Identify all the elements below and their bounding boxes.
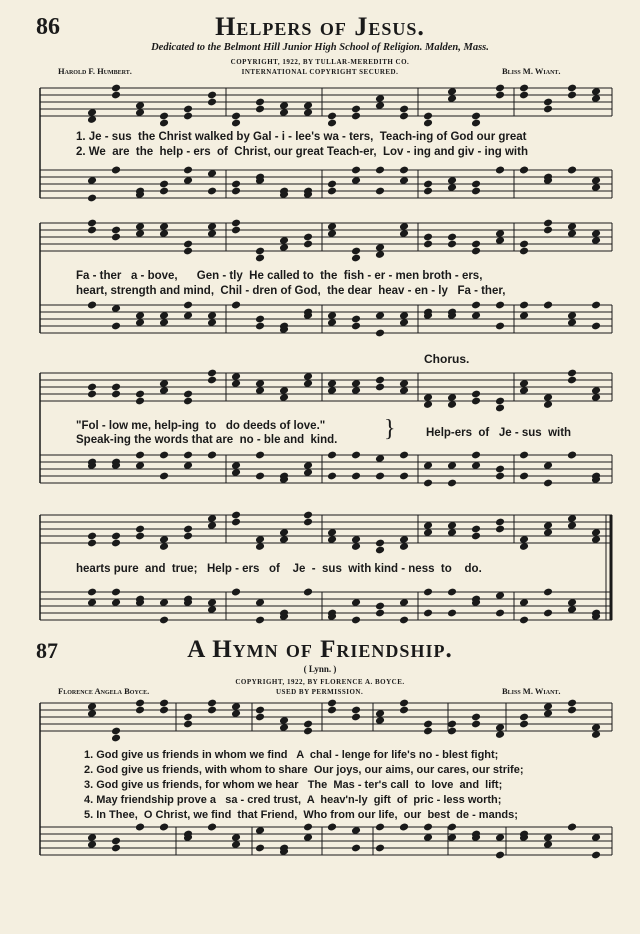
note-head: [159, 823, 169, 832]
note-head: [399, 699, 409, 708]
note-head: [567, 91, 577, 100]
note-head: [399, 823, 409, 832]
note-head: [375, 546, 385, 555]
note-head: [207, 91, 217, 100]
dedication: Dedicated to the Belmont Hill Junior High School of Religion. Malden, Mass.: [151, 42, 489, 53]
note-head: [327, 187, 337, 196]
note-head: [495, 609, 505, 618]
note-head: [303, 240, 313, 249]
note-head: [471, 397, 481, 406]
tune-name: ( Lynn. ): [303, 664, 337, 674]
note-head: [255, 254, 265, 263]
note-head: [351, 472, 361, 481]
note-head: [375, 166, 385, 175]
note-head: [567, 699, 577, 708]
note-head: [375, 383, 385, 392]
note-head: [495, 851, 505, 860]
note-head: [135, 532, 145, 541]
note-head: [471, 720, 481, 729]
note-head: [231, 119, 241, 128]
note-head: [351, 844, 361, 853]
note-head: [327, 823, 337, 832]
note-head: [111, 532, 121, 541]
note-head: [327, 706, 337, 715]
note-head: [87, 226, 97, 235]
note-head: [399, 105, 409, 114]
note-head: [591, 301, 601, 310]
note-head: [135, 390, 145, 399]
lyric-line: 3. God give us friends, for whom we hear The Mas - ter's call to love and lift;: [84, 779, 503, 791]
note-head: [207, 706, 217, 715]
note-head: [399, 706, 409, 715]
note-head: [135, 706, 145, 715]
note-head: [351, 713, 361, 722]
note-head: [423, 609, 433, 618]
author-credit: Harold F. Humbert.: [58, 66, 132, 76]
note-head: [111, 383, 121, 392]
note-head: [327, 119, 337, 128]
note-head: [423, 187, 433, 196]
note-head: [183, 720, 193, 729]
note-head: [351, 254, 361, 263]
note-head: [351, 616, 361, 625]
note-head: [375, 376, 385, 385]
note-head: [471, 713, 481, 722]
note-head: [111, 588, 121, 597]
note-head: [351, 706, 361, 715]
note-head: [495, 404, 505, 413]
note-head: [255, 315, 265, 324]
note-head: [567, 451, 577, 460]
note-head: [159, 112, 169, 121]
note-head: [399, 451, 409, 460]
note-head: [567, 166, 577, 175]
note-head: [183, 240, 193, 249]
note-head: [111, 539, 121, 548]
note-head: [375, 472, 385, 481]
note-head: [495, 397, 505, 406]
note-head: [543, 588, 553, 597]
note-head: [351, 451, 361, 460]
note-head: [159, 119, 169, 128]
verse-brace: }: [384, 416, 396, 442]
note-head: [303, 233, 313, 242]
note-head: [207, 187, 217, 196]
note-head: [111, 734, 121, 743]
note-head: [231, 518, 241, 527]
note-head: [375, 539, 385, 548]
note-head: [567, 369, 577, 378]
lyric-line: "Fol - low me, help-ing to do deeds of love.": [76, 420, 326, 432]
note-head: [351, 247, 361, 256]
note-head: [87, 390, 97, 399]
note-head: [375, 602, 385, 611]
note-head: [159, 451, 169, 460]
note-head: [303, 720, 313, 729]
note-head: [423, 720, 433, 729]
note-head: [591, 851, 601, 860]
note-head: [423, 240, 433, 249]
note-head: [255, 451, 265, 460]
composer-credit: Bliss M. Wiant.: [502, 686, 561, 696]
note-head: [543, 219, 553, 228]
note-head: [303, 588, 313, 597]
lyric-line: Help-ers of Je - sus with: [426, 427, 572, 439]
note-head: [183, 713, 193, 722]
note-head: [423, 119, 433, 128]
note-head: [399, 616, 409, 625]
note-head: [327, 112, 337, 121]
note-head: [567, 823, 577, 832]
note-head: [519, 240, 529, 249]
note-head: [351, 166, 361, 175]
note-head: [375, 609, 385, 618]
note-head: [183, 390, 193, 399]
note-head: [543, 226, 553, 235]
note-head: [543, 301, 553, 310]
note-head: [543, 479, 553, 488]
note-head: [159, 699, 169, 708]
note-head: [159, 472, 169, 481]
note-head: [207, 823, 217, 832]
note-head: [207, 699, 217, 708]
lyric-line: heart, strength and mind, Chil - dren of God, the dear heav - en - ly Fa - ther,: [76, 285, 506, 297]
note-head: [519, 301, 529, 310]
note-head: [519, 247, 529, 256]
note-head: [351, 112, 361, 121]
note-head: [231, 112, 241, 121]
note-head: [543, 105, 553, 114]
note-head: [447, 479, 457, 488]
note-head: [111, 390, 121, 399]
note-head: [255, 322, 265, 331]
note-head: [375, 823, 385, 832]
note-head: [255, 247, 265, 256]
note-head: [111, 226, 121, 235]
note-head: [111, 837, 121, 846]
note-head: [327, 699, 337, 708]
hymn-title: A Hymn of Friendship.: [187, 636, 453, 663]
note-head: [111, 91, 121, 100]
note-head: [207, 369, 217, 378]
note-head: [519, 713, 529, 722]
note-head: [135, 699, 145, 708]
note-head: [423, 479, 433, 488]
copyright-line: INTERNATIONAL COPYRIGHT SECURED.: [241, 68, 399, 76]
note-head: [423, 180, 433, 189]
note-head: [303, 727, 313, 736]
note-head: [375, 187, 385, 196]
note-head: [519, 91, 529, 100]
note-head: [351, 105, 361, 114]
note-head: [87, 301, 97, 310]
note-head: [495, 84, 505, 93]
note-head: [135, 451, 145, 460]
note-head: [207, 376, 217, 385]
lyric-line: Speak-ing the words that are no - ble and kind.: [76, 434, 338, 446]
note-head: [183, 166, 193, 175]
note-head: [423, 727, 433, 736]
chorus-label: Chorus.: [424, 352, 470, 366]
note-head: [183, 525, 193, 534]
note-head: [519, 472, 529, 481]
note-head: [207, 451, 217, 460]
note-head: [255, 616, 265, 625]
note-head: [423, 233, 433, 242]
note-head: [303, 518, 313, 527]
note-head: [495, 301, 505, 310]
note-head: [87, 539, 97, 548]
note-head: [519, 451, 529, 460]
note-head: [471, 240, 481, 249]
note-head: [447, 240, 457, 249]
note-head: [567, 84, 577, 93]
note-head: [303, 823, 313, 832]
note-head: [255, 98, 265, 107]
note-head: [447, 609, 457, 618]
lyric-line: 1. Je - sus the Christ walked by Gal - i - lee's wa - ters, Teach-ing of God our great: [76, 131, 527, 143]
note-head: [111, 233, 121, 242]
note-head: [519, 616, 529, 625]
note-head: [471, 525, 481, 534]
note-head: [423, 823, 433, 832]
note-head: [471, 247, 481, 256]
note-head: [87, 383, 97, 392]
note-head: [399, 472, 409, 481]
note-head: [471, 390, 481, 399]
note-head: [135, 823, 145, 832]
lyric-line: 2. We are the help - ers of Christ, our great Teach-er, Lov - ing and giv - ing with: [76, 146, 528, 158]
note-head: [495, 518, 505, 527]
note-head: [375, 329, 385, 338]
note-head: [135, 397, 145, 406]
copyright-line: COPYRIGHT, 1922, BY TULLAR-MEREDITH CO.: [230, 58, 410, 66]
note-head: [567, 376, 577, 385]
lyric-line: hearts pure and true; Help - ers of Je - sus with kind - ness to do.: [76, 563, 482, 575]
note-head: [255, 472, 265, 481]
note-head: [495, 465, 505, 474]
note-head: [87, 532, 97, 541]
lyric-line: 5. In Thee, O Christ, we find that Friend, Who from our life, our best de - mands;: [84, 809, 518, 821]
note-head: [519, 166, 529, 175]
note-head: [495, 525, 505, 534]
note-head: [495, 472, 505, 481]
note-head: [135, 525, 145, 534]
note-head: [351, 322, 361, 331]
note-head: [231, 511, 241, 520]
hymn-title: Helpers of Jesus.: [215, 12, 425, 41]
note-head: [303, 511, 313, 520]
note-head: [255, 105, 265, 114]
note-head: [519, 84, 529, 93]
note-head: [255, 713, 265, 722]
note-head: [423, 112, 433, 121]
note-head: [327, 451, 337, 460]
note-head: [327, 472, 337, 481]
note-head: [183, 397, 193, 406]
note-head: [159, 180, 169, 189]
note-head: [543, 609, 553, 618]
note-head: [159, 187, 169, 196]
note-head: [111, 322, 121, 331]
note-head: [231, 187, 241, 196]
lyric-line: Fa - ther a - bove, Gen - tly He called to the fish - er - men broth - ers,: [76, 270, 483, 282]
note-head: [231, 588, 241, 597]
note-head: [183, 301, 193, 310]
note-head: [471, 112, 481, 121]
note-head: [399, 112, 409, 121]
note-head: [423, 588, 433, 597]
note-head: [495, 91, 505, 100]
note-head: [159, 706, 169, 715]
permission-line: USED BY PERMISSION.: [276, 688, 364, 696]
note-head: [159, 616, 169, 625]
note-head: [471, 119, 481, 128]
note-head: [231, 180, 241, 189]
note-head: [87, 588, 97, 597]
note-head: [207, 98, 217, 107]
note-head: [183, 451, 193, 460]
note-head: [327, 180, 337, 189]
note-head: [519, 720, 529, 729]
note-head: [183, 105, 193, 114]
note-head: [231, 226, 241, 235]
lyric-line: 2. God give us friends, with whom to share Our joys, our aims, our cares, our strife;: [84, 764, 524, 776]
note-head: [399, 166, 409, 175]
note-head: [591, 322, 601, 331]
note-head: [495, 322, 505, 331]
note-head: [87, 219, 97, 228]
note-head: [471, 180, 481, 189]
note-head: [471, 532, 481, 541]
lyric-line: 4. May friendship prove a sa - cred trust, A heav'n-ly gift of pric - less worth;: [84, 794, 502, 806]
note-head: [255, 844, 265, 853]
note-head: [111, 844, 121, 853]
lyric-line: 1. God give us friends in whom we find A chal - lenge for life's no - blest fight;: [84, 749, 499, 761]
note-head: [567, 706, 577, 715]
note-head: [183, 112, 193, 121]
note-head: [87, 194, 97, 203]
note-head: [231, 301, 241, 310]
note-head: [111, 727, 121, 736]
note-head: [351, 315, 361, 324]
copyright-line: COPYRIGHT, 1922, BY FLORENCE A. BOYCE.: [235, 678, 405, 686]
composer-credit: Bliss M. Wiant.: [502, 66, 561, 76]
note-head: [111, 84, 121, 93]
note-head: [447, 233, 457, 242]
note-head: [111, 166, 121, 175]
note-head: [543, 98, 553, 107]
note-head: [255, 706, 265, 715]
note-head: [447, 588, 457, 597]
author-credit: Florence Angela Boyce.: [58, 686, 150, 696]
note-head: [471, 451, 481, 460]
note-head: [231, 219, 241, 228]
note-head: [183, 247, 193, 256]
note-head: [495, 166, 505, 175]
note-head: [375, 844, 385, 853]
page-number: 87: [36, 638, 58, 663]
note-head: [471, 301, 481, 310]
note-head: [183, 532, 193, 541]
page-number: 86: [36, 14, 60, 40]
note-head: [471, 187, 481, 196]
